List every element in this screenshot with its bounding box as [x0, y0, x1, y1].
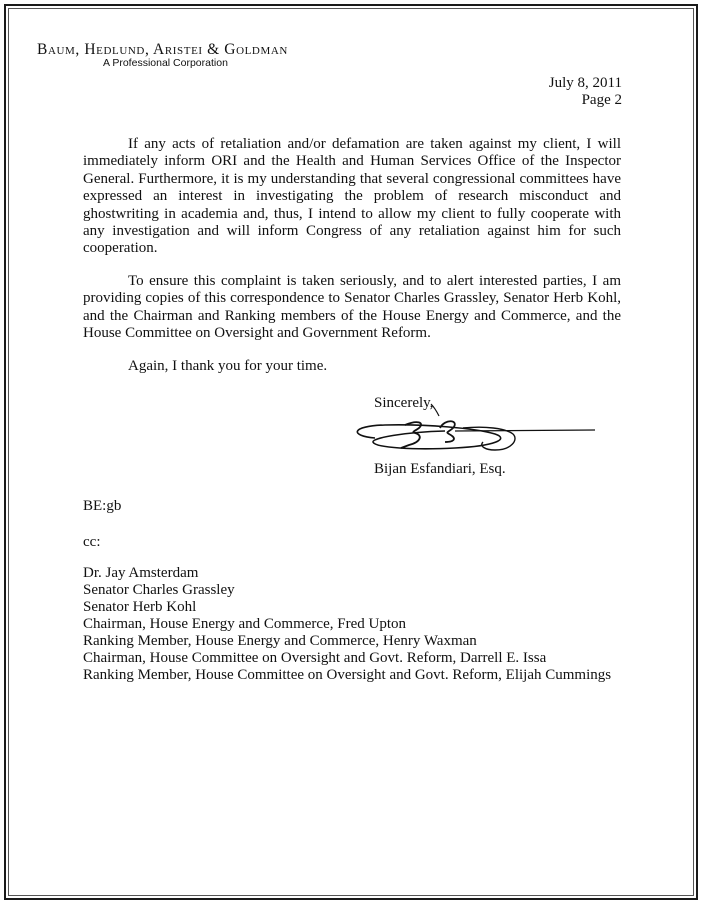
- cc-recipient: Dr. Jay Amsterdam: [83, 565, 199, 581]
- paragraph-copies: To ensure this complaint is taken seriously, and to alert interested parties, I am providing copies of this correspondence to Senator Charles Grassley, Senator Herb Kohl, and the Chairman and Ranking members of the House Energy and Commerce, and the House Committee on Oversight and Government Reform.: [83, 273, 621, 342]
- page-number: Page 2: [581, 92, 622, 108]
- typist-initials: BE:gb: [83, 498, 122, 514]
- cc-recipient: Chairman, House Energy and Commerce, Fred Upton: [83, 616, 406, 632]
- signature-stroke-b: [401, 422, 421, 448]
- signer-name: Bijan Esfandiari, Esq.: [374, 461, 506, 477]
- paragraph-retaliation: If any acts of retaliation and/or defamation are taken against my client, I will immediately inform ORI and the Health and Human Services Office of the Inspector General. Furthermore, it is my understanding that several congressional committees have expressed an interest in investigating the problem of research misconduct and ghostwriting in academia and, thus, I intend to allow my client to fully cooperate with any investigation and will inform Congress of any retaliation against him for such cooperation.: [83, 136, 621, 257]
- paragraph-thanks: Again, I thank you for your time.: [128, 358, 328, 374]
- cc-recipient-list: [83, 565, 611, 684]
- handwritten-signature: [345, 398, 605, 464]
- closing-salutation: Sincerely,: [374, 395, 434, 411]
- date-page-block: [549, 75, 622, 109]
- letterhead-firm-name: Baum, Hedlund, Aristei & Goldman: [37, 41, 288, 58]
- cc-recipient: Senator Herb Kohl: [83, 599, 197, 615]
- cc-recipient: Ranking Member, House Committee on Oversight and Govt. Reform, Elijah Cummings: [83, 667, 612, 683]
- cc-recipient: Chairman, House Committee on Oversight and Govt. Reform, Darrell E. Issa: [83, 650, 547, 666]
- cc-label: cc:: [83, 534, 101, 550]
- letterhead-subtitle: A Professional Corporation: [103, 57, 228, 69]
- signature-flick: [431, 404, 439, 416]
- cc-recipient: Ranking Member, House Energy and Commerce, Henry Waxman: [83, 633, 477, 649]
- signature-loop: [357, 425, 500, 449]
- cc-recipient: Senator Charles Grassley: [83, 582, 235, 598]
- letter-date: July 8, 2011: [548, 75, 622, 91]
